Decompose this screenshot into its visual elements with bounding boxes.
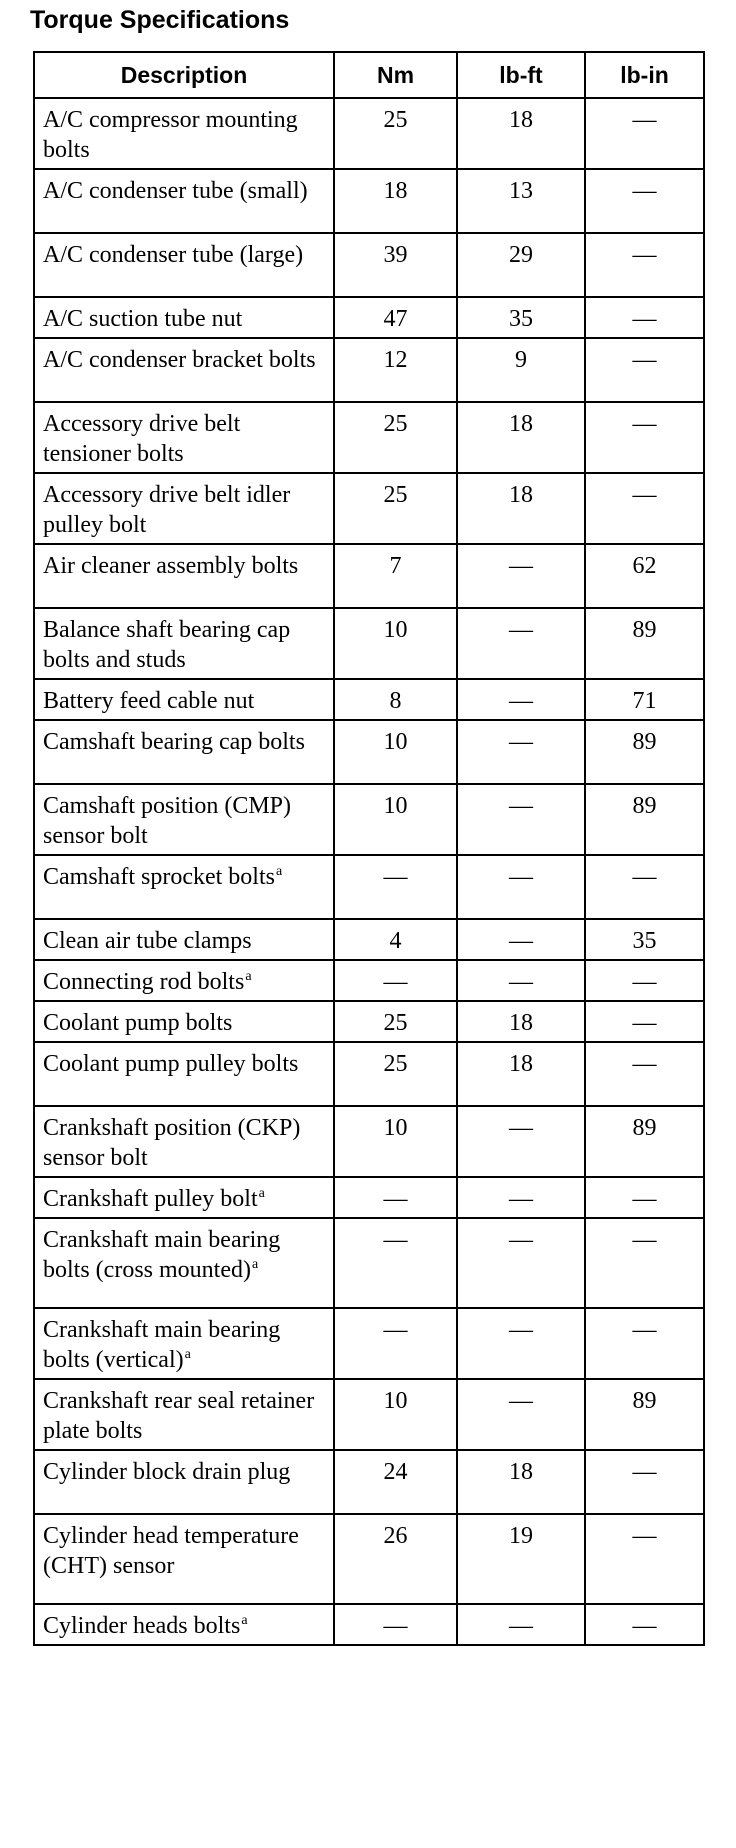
description-text: Air cleaner assembly bolts <box>43 553 299 579</box>
table-row <box>34 473 704 544</box>
table-row <box>34 608 704 679</box>
description-text: Accessory drive belt idler pulley bolt <box>43 482 291 538</box>
row-lbft-value: — <box>457 1308 585 1379</box>
description-text: Balance shaft bearing cap bolts and studs <box>43 617 291 673</box>
row-lbft-value: — <box>457 784 585 855</box>
row-nm-value: 25 <box>334 1001 457 1042</box>
row-description <box>34 855 334 919</box>
row-description <box>34 679 334 720</box>
description-text: Cylinder heads bolts <box>43 1613 241 1639</box>
row-lbft-value: — <box>457 855 585 919</box>
row-lbin-value: — <box>585 1218 704 1308</box>
row-nm-value: 25 <box>334 473 457 544</box>
row-nm-value: 25 <box>334 1042 457 1106</box>
row-lbin-value: — <box>585 338 704 402</box>
row-description <box>34 544 334 608</box>
row-lbft-value: — <box>457 919 585 960</box>
row-nm-value: 25 <box>334 402 457 473</box>
table-row <box>34 1450 704 1514</box>
row-lbin-value: 89 <box>585 608 704 679</box>
row-lbft-value: — <box>457 1218 585 1308</box>
row-lbin-value: — <box>585 98 704 169</box>
row-lbin-value: — <box>585 1604 704 1645</box>
row-lbin-value: 89 <box>585 720 704 784</box>
description-text: Camshaft bearing cap bolts <box>43 729 305 755</box>
row-description <box>34 402 334 473</box>
table-row <box>34 1308 704 1379</box>
row-nm-value: 7 <box>334 544 457 608</box>
description-text: Crankshaft main bearing bolts (vertical) <box>43 1317 281 1373</box>
table-row <box>34 338 704 402</box>
description-text: Coolant pump pulley bolts <box>43 1051 299 1077</box>
row-lbft-value: 18 <box>457 402 585 473</box>
row-lbin-value: — <box>585 1177 704 1218</box>
table-row <box>34 98 704 169</box>
row-nm-value: — <box>334 1308 457 1379</box>
row-nm-value: 18 <box>334 169 457 233</box>
row-lbin-value: 89 <box>585 784 704 855</box>
description-text: A/C suction tube nut <box>43 306 243 332</box>
table-row <box>34 960 704 1001</box>
row-description <box>34 473 334 544</box>
description-text: Accessory drive belt tensioner bolts <box>43 411 241 467</box>
row-nm-value: 10 <box>334 784 457 855</box>
description-text: Cylinder head temperature (CHT) sensor <box>43 1523 299 1579</box>
row-lbft-value: 18 <box>457 1450 585 1514</box>
row-description <box>34 720 334 784</box>
row-lbin-value: — <box>585 960 704 1001</box>
row-lbft-value: 19 <box>457 1514 585 1604</box>
column-header-lbin: lb-in <box>585 52 704 98</box>
table-row <box>34 679 704 720</box>
row-lbft-value: — <box>457 1379 585 1450</box>
row-lbft-value: 29 <box>457 233 585 297</box>
row-description <box>34 233 334 297</box>
table-row <box>34 402 704 473</box>
row-nm-value: — <box>334 1604 457 1645</box>
row-nm-value: 10 <box>334 608 457 679</box>
row-description <box>34 1379 334 1450</box>
table-row <box>34 544 704 608</box>
row-lbft-value: — <box>457 1177 585 1218</box>
row-lbft-value: — <box>457 679 585 720</box>
row-description <box>34 960 334 1001</box>
row-lbin-value: — <box>585 1001 704 1042</box>
column-header-nm: Nm <box>334 52 457 98</box>
row-lbin-value: 35 <box>585 919 704 960</box>
row-description <box>34 1514 334 1604</box>
table-row <box>34 1177 704 1218</box>
row-description <box>34 1177 334 1218</box>
row-lbin-value: 62 <box>585 544 704 608</box>
row-nm-value: 25 <box>334 98 457 169</box>
row-lbft-value: 35 <box>457 297 585 338</box>
description-text: A/C condenser tube (small) <box>43 178 308 204</box>
description-text: Battery feed cable nut <box>43 688 255 714</box>
row-lbft-value: 18 <box>457 473 585 544</box>
description-text: Coolant pump bolts <box>43 1010 233 1036</box>
row-description <box>34 297 334 338</box>
row-nm-value: — <box>334 960 457 1001</box>
row-nm-value: 10 <box>334 1106 457 1177</box>
row-nm-value: — <box>334 1218 457 1308</box>
row-description <box>34 784 334 855</box>
row-description <box>34 1218 334 1308</box>
row-lbft-value: 18 <box>457 1042 585 1106</box>
table-row <box>34 169 704 233</box>
row-lbin-value: — <box>585 855 704 919</box>
row-nm-value: 24 <box>334 1450 457 1514</box>
footnote-marker: a <box>241 1613 248 1628</box>
row-nm-value: 26 <box>334 1514 457 1604</box>
table-row <box>34 784 704 855</box>
row-description <box>34 98 334 169</box>
description-text: A/C condenser tube (large) <box>43 242 304 268</box>
row-lbin-value: — <box>585 1514 704 1604</box>
row-description <box>34 169 334 233</box>
row-description <box>34 1604 334 1645</box>
row-description <box>34 338 334 402</box>
table-header-row <box>34 52 704 98</box>
page-title: Torque Specifications <box>30 6 290 34</box>
description-text: Crankshaft main bearing bolts (cross mounted) <box>43 1227 281 1283</box>
torque-spec-table <box>33 51 705 1646</box>
row-nm-value: 10 <box>334 1379 457 1450</box>
row-nm-value: 8 <box>334 679 457 720</box>
footnote-marker: a <box>258 1186 265 1201</box>
table-row <box>34 1106 704 1177</box>
row-lbft-value: 18 <box>457 1001 585 1042</box>
description-text: Crankshaft pulley bolt <box>43 1186 258 1212</box>
row-lbft-value: — <box>457 544 585 608</box>
row-nm-value: 47 <box>334 297 457 338</box>
footnote-marker: a <box>184 1347 191 1362</box>
column-header-description: Description <box>34 52 334 98</box>
description-text: Camshaft sprocket bolts <box>43 864 275 890</box>
row-lbft-value: — <box>457 1604 585 1645</box>
row-lbin-value: — <box>585 1450 704 1514</box>
description-text: Cylinder block drain plug <box>43 1459 291 1485</box>
row-lbin-value: — <box>585 1308 704 1379</box>
row-lbin-value: 89 <box>585 1106 704 1177</box>
row-nm-value: 12 <box>334 338 457 402</box>
row-lbin-value: — <box>585 1042 704 1106</box>
table-row <box>34 233 704 297</box>
description-text: A/C condenser bracket bolts <box>43 347 316 373</box>
footnote-marker: a <box>251 1257 259 1272</box>
table-row <box>34 1514 704 1604</box>
row-lbft-value: — <box>457 720 585 784</box>
table-row <box>34 1042 704 1106</box>
description-text: Crankshaft rear seal retainer plate bolts <box>43 1388 315 1444</box>
row-lbft-value: 9 <box>457 338 585 402</box>
row-lbft-value: — <box>457 1106 585 1177</box>
table-row <box>34 297 704 338</box>
row-nm-value: — <box>334 1177 457 1218</box>
row-description <box>34 1450 334 1514</box>
row-lbin-value: — <box>585 297 704 338</box>
description-text: Camshaft position (CMP) sensor bolt <box>43 793 292 849</box>
row-lbin-value: — <box>585 473 704 544</box>
row-lbin-value: 89 <box>585 1379 704 1450</box>
table-row <box>34 720 704 784</box>
footnote-marker: a <box>275 864 283 879</box>
row-description <box>34 1042 334 1106</box>
row-lbft-value: — <box>457 960 585 1001</box>
table-row <box>34 1379 704 1450</box>
row-nm-value: 39 <box>334 233 457 297</box>
table-row <box>34 1001 704 1042</box>
footnote-marker: a <box>245 969 252 984</box>
row-lbin-value: — <box>585 233 704 297</box>
table-row <box>34 855 704 919</box>
row-description <box>34 1001 334 1042</box>
row-lbin-value: — <box>585 169 704 233</box>
description-text: A/C compressor mounting bolts <box>43 107 298 163</box>
row-description <box>34 919 334 960</box>
description-text: Clean air tube clamps <box>43 928 252 954</box>
row-lbft-value: — <box>457 608 585 679</box>
row-lbin-value: 71 <box>585 679 704 720</box>
description-text: Crankshaft position (CKP) sensor bolt <box>43 1115 301 1171</box>
table-row <box>34 1218 704 1308</box>
row-lbft-value: 18 <box>457 98 585 169</box>
description-text: Connecting rod bolts <box>43 969 245 995</box>
row-description <box>34 1308 334 1379</box>
row-nm-value: 4 <box>334 919 457 960</box>
column-header-lbft: lb-ft <box>457 52 585 98</box>
row-nm-value: 10 <box>334 720 457 784</box>
table-row <box>34 919 704 960</box>
row-description <box>34 608 334 679</box>
row-lbin-value: — <box>585 402 704 473</box>
row-description <box>34 1106 334 1177</box>
table-row <box>34 1604 704 1645</box>
row-lbft-value: 13 <box>457 169 585 233</box>
row-nm-value: — <box>334 855 457 919</box>
